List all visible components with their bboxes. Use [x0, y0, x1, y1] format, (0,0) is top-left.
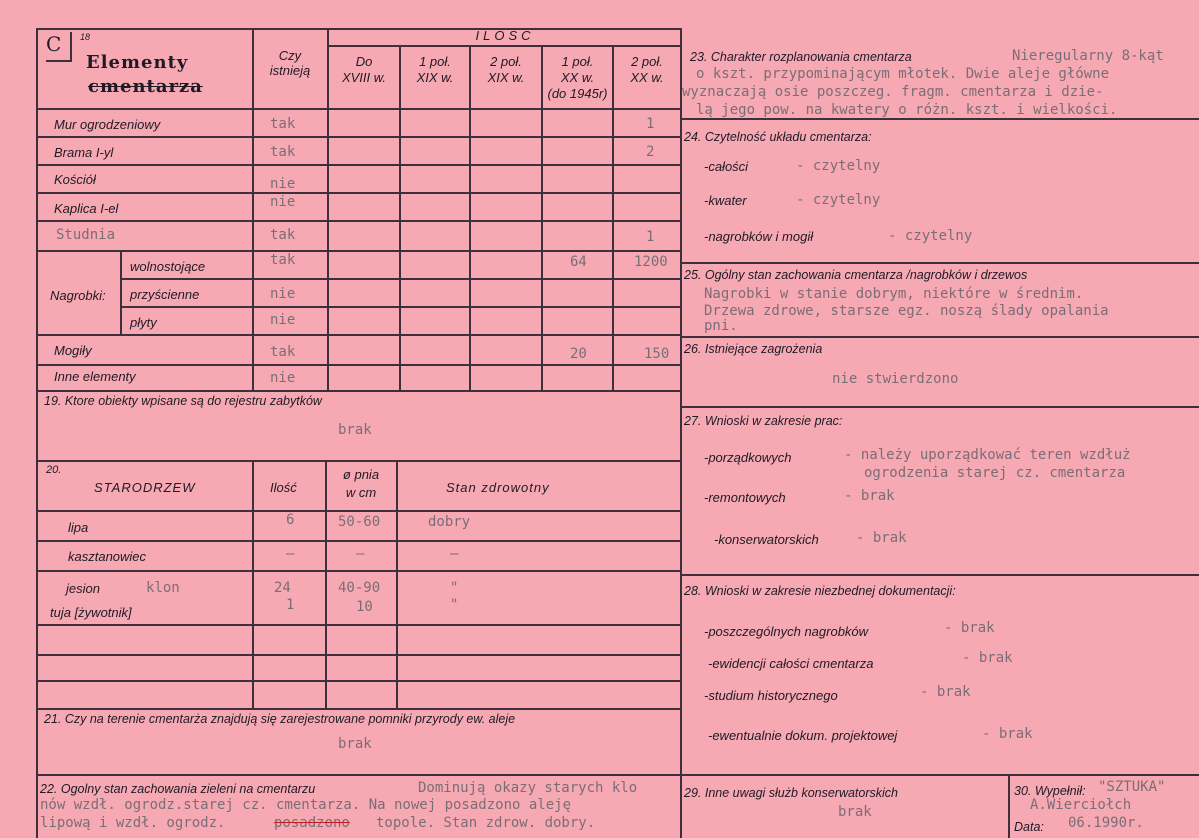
row-label: Kościół: [54, 172, 96, 187]
exists-value: nie: [270, 176, 296, 192]
s27-row-label: -porządkowych: [704, 450, 792, 465]
tree-state: dobry: [428, 514, 471, 530]
period-line: XIX w.: [487, 70, 525, 85]
s28-label: 28. Wnioski w zakresie niezbednej dokumentacji:: [684, 584, 956, 598]
exists-value: tak: [270, 344, 296, 360]
row-line: [680, 262, 1199, 264]
s22-text3c: topole. Stan zdrow. dobry.: [376, 815, 596, 831]
s20-col-state: Stan zdrowotny: [446, 480, 550, 495]
row-line: [36, 680, 682, 682]
s20-num: 20.: [46, 464, 62, 476]
count-value: 2: [646, 144, 655, 160]
row-label: przyścienne: [130, 287, 200, 302]
row-line: [36, 250, 682, 252]
s27-row-value: - brak: [844, 488, 895, 504]
period-header: [543, 54, 612, 102]
diam-line: ø pnia: [342, 467, 380, 482]
s27-row-value: - brak: [856, 530, 907, 546]
s27-row-value2: ogrodzenia starej cz. cmentarza: [864, 465, 1126, 481]
row-line: [36, 164, 682, 166]
count-value: 64: [570, 254, 587, 270]
section-number: 18: [80, 32, 91, 42]
s24-row-value: - czytelny: [888, 228, 973, 244]
row-label: Mur ogrodzeniowy: [54, 117, 161, 132]
s21-label: 21. Czy na terenie cmentarża znajdują się zarejestrowane pomniki przyrody ew. aleje: [44, 712, 516, 726]
tree-label: kasztanowiec: [68, 549, 147, 564]
row-line: [680, 118, 1199, 120]
s20-col-diam: [326, 466, 396, 502]
tree-count: 24: [274, 580, 291, 596]
s30-value2: A.Wierciołch: [1030, 797, 1132, 813]
col-line: [1008, 774, 1010, 838]
period-line: 1 poł.: [561, 54, 594, 69]
section-title: Elementy: [86, 52, 189, 73]
period-line: (do 1945r): [547, 86, 608, 101]
col-line: [399, 45, 401, 390]
tree-state: ": [450, 580, 459, 596]
period-header: [401, 54, 469, 86]
exists-value: tak: [270, 227, 296, 243]
s28-row-label: -poszczególnych nagrobków: [704, 624, 869, 639]
period-line: Do: [355, 54, 373, 69]
s25-text3: pni.: [704, 318, 738, 334]
s28-row-label: -ewentualnie dokum. projektowej: [708, 728, 898, 743]
s23-text2: o kszt. przypominającym młotek. Dwie aleje główne: [696, 66, 1110, 82]
col-line: [396, 460, 398, 708]
s22-text3a: lipową i wzdł. ogrodz.: [40, 815, 226, 831]
col-exists-line2: istnieją: [269, 63, 311, 78]
row-label: Inne elementy: [54, 369, 136, 384]
s22-label: 22. Ogolny stan zachowania zieleni na cmentarzu: [40, 782, 316, 796]
s25-text1: Nagrobki w stanie dobrym, niektóre w średnim.: [704, 286, 1084, 302]
row-line: [36, 774, 682, 776]
tree-state: –: [450, 546, 459, 562]
s20-col-count: Ilość: [270, 480, 297, 495]
s21-value: brak: [338, 736, 372, 752]
row-line: [36, 334, 682, 336]
col-exists-header: [254, 48, 326, 78]
s24-row-label: -całości: [704, 159, 749, 174]
s24-label: 24. Czytelność układu cmentarza:: [684, 130, 872, 144]
period-header: [471, 54, 541, 86]
s22-text2: nów wzdł. ogrodz.starej cz. cmentarza. Na nowej posadzono aleję: [40, 797, 572, 813]
s28-row-value: - brak: [920, 684, 971, 700]
diam-line: w cm: [345, 485, 377, 500]
period-line: 1 poł.: [419, 54, 451, 69]
col-line: [469, 45, 471, 390]
s23-text1: Nieregularny 8-kąt: [1012, 48, 1164, 64]
s23-text3: wyznaczają osie poszczeg. fragm. cmentarza i dzie-: [682, 84, 1104, 100]
row-line: [36, 136, 682, 138]
count-value: 1: [646, 116, 655, 132]
card-letter: C: [46, 32, 62, 56]
row-line: [36, 390, 682, 392]
tree-diam: 40-90: [338, 580, 381, 596]
col-line: [120, 250, 122, 334]
s27-label: 27. Wnioski w zakresie prac:: [684, 414, 843, 428]
row-label: płyty: [130, 315, 157, 330]
s27-row-value: - należy uporządkować teren wzdłuż: [844, 447, 1131, 463]
s30-label: 30. Wypełnił:: [1014, 784, 1086, 798]
row-line: [680, 336, 1199, 338]
tree-label-2: klon: [146, 580, 180, 596]
row-line: [120, 306, 682, 308]
row-line: [36, 192, 682, 194]
row-line: [680, 774, 1199, 776]
row-label: Kaplica I-el: [54, 201, 119, 216]
s28-row-label: -studium historycznego: [704, 688, 838, 703]
count-value: 150: [644, 346, 670, 362]
row-line: [36, 624, 682, 626]
section-title-2: cmentarza: [88, 76, 203, 97]
s19-label: 19. Ktore obiekty wpisane są do rejestru zabytków: [44, 394, 322, 408]
row-line: [36, 220, 682, 222]
period-header: [614, 54, 680, 86]
s22-text3b: posadzono: [274, 815, 350, 831]
s28-row-value: - brak: [944, 620, 995, 636]
tree-count: 6: [286, 512, 295, 528]
row-label: Studnia: [56, 227, 116, 243]
exists-value: tak: [270, 252, 296, 268]
s27-row-label: -konserwatorskich: [714, 532, 819, 547]
letter-box-line: [46, 60, 72, 62]
s19-value: brak: [338, 422, 372, 438]
row-line: [36, 108, 682, 110]
s24-row-label: -kwater: [704, 193, 747, 208]
tree-label: lipa: [68, 520, 89, 535]
left-border: [36, 28, 38, 838]
row-label: Mogiły: [54, 343, 92, 358]
s28-row-label: -ewidencji całości cmentarza: [708, 656, 874, 671]
s24-row-value: - czytelny: [796, 158, 881, 174]
tree-label: jesion: [66, 581, 100, 596]
letter-box-line: [70, 32, 72, 60]
count-value: 1200: [634, 254, 668, 270]
s25-label: 25. Ogólny stan zachowania cmentarza /nagrobków i drzewos: [684, 268, 1028, 282]
exists-value: nie: [270, 194, 296, 210]
row-line: [680, 574, 1199, 576]
row-line: [36, 540, 682, 542]
row-line: [36, 510, 682, 512]
s29-label: 29. Inne uwagi służb konserwatorskich: [684, 786, 899, 800]
tree-diam: 50-60: [338, 514, 381, 530]
exists-value: nie: [270, 312, 296, 328]
row-line: [36, 708, 682, 710]
ilosc-underline: [327, 45, 682, 47]
count-value: 20: [570, 346, 587, 362]
tree-label: tuja [żywotnik]: [50, 605, 132, 620]
s28-row-value: - brak: [982, 726, 1033, 742]
exists-value: tak: [270, 144, 296, 160]
s22-text1: Dominują okazy starych klo: [418, 780, 638, 796]
s24-row-value: - czytelny: [796, 192, 881, 208]
period-line: XIX w.: [416, 70, 454, 85]
s30-date-label: Data:: [1014, 820, 1044, 834]
row-line: [36, 364, 682, 366]
s29-value: brak: [838, 804, 872, 820]
col-line: [252, 460, 254, 708]
period-line: XVIII w.: [341, 70, 387, 85]
s25-text2: Drzewa zdrowe, starsze egz. noszą ślady opalania: [704, 303, 1109, 319]
s23-label: 23. Charakter rozplanowania cmentarza: [690, 50, 912, 64]
exists-value: nie: [270, 370, 296, 386]
row-line: [36, 460, 682, 462]
s23-text4: lą jego pow. na kwatery o różn. kszt. i wielkości.: [696, 102, 1118, 118]
s28-row-value: - brak: [962, 650, 1013, 666]
ilosc-header: ILOSC: [475, 28, 535, 43]
s20-title: STARODRZEW: [94, 480, 196, 495]
period-line: 2 poł.: [490, 54, 522, 69]
exists-value: tak: [270, 116, 296, 132]
row-line: [120, 278, 682, 280]
tree-count: 1: [286, 597, 295, 613]
s30-date: 06.1990r.: [1068, 815, 1144, 831]
period-header: [329, 54, 399, 86]
tree-state: ": [450, 597, 459, 613]
period-line: XX w.: [630, 70, 664, 85]
row-line: [36, 570, 682, 572]
row-line: [36, 654, 682, 656]
period-line: XX w.: [560, 70, 595, 85]
row-label: wolnostojące: [130, 259, 206, 274]
exists-value: nie: [270, 286, 296, 302]
center-divider: [680, 28, 682, 838]
s27-row-label: -remontowych: [704, 490, 786, 505]
count-value: 1: [646, 229, 655, 245]
col-exists-line1: Czy: [278, 48, 302, 63]
s30-value: "SZTUKA": [1098, 779, 1166, 795]
period-line: 2 poł.: [631, 54, 663, 69]
col-line: [612, 45, 614, 390]
tree-count: –: [286, 546, 295, 562]
tree-diam: 10: [356, 599, 373, 615]
row-label: Brama I-yl: [54, 145, 114, 160]
tree-diam: –: [356, 546, 365, 562]
row-line: [680, 406, 1199, 408]
s26-label: 26. Istniejące zagrożenia: [684, 342, 823, 356]
s24-row-label: -nagrobków i mogił: [704, 229, 814, 244]
nagrobki-label: Nagrobki:: [50, 288, 106, 303]
s26-value: nie stwierdzono: [832, 371, 959, 387]
